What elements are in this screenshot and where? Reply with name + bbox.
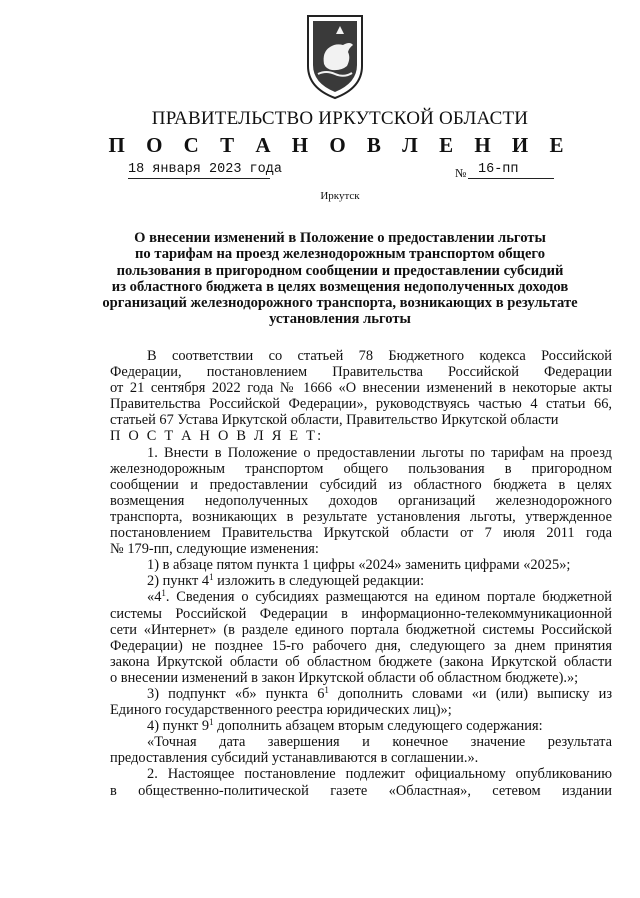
body-line: от 21 сентября 2022 года № 1666 «О внесении изменений в некоторые акты	[110, 380, 612, 397]
title-line: организаций железнодорожного транспорта, возникающих в результате	[102, 295, 578, 312]
title-line: из областного бюджета в целях возмещения недополученных доходов	[111, 278, 569, 295]
text-segment: дополнить абзацем вторым следующего содержания:	[213, 718, 543, 735]
body-line: предоставления субсидий устанавливаются в соглашении.».	[110, 750, 479, 767]
superscript: 1	[161, 588, 166, 599]
body-line: сети «Интернет» (в разделе единого портала бюджетной системы Российской	[110, 621, 612, 638]
body-line: Федерации) не позднее 15-го рабочего дня, следующего за днем принятия	[110, 637, 612, 654]
document-body	[110, 348, 612, 799]
body-line: о внесении изменений в закон Иркутской области об областном бюджете).»;	[110, 669, 579, 686]
text-segment: . Сведения о субсидиях размещаются на едином портале бюджетной	[165, 589, 612, 606]
body-line: возмещения недополученных доходов организаций железнодорожного	[110, 492, 612, 509]
document-date: 18 января 2023 года	[128, 162, 282, 177]
text-segment: 2) пункт 4	[147, 573, 210, 590]
title-line: О внесении изменений в Положение о предоставлении льготы	[134, 230, 546, 246]
document-type: П О С Т А Н О В Л Е Н И Е	[108, 133, 572, 157]
body-line: железнодорожным транспортом общего пользования в пригородном	[110, 460, 612, 477]
superscript: 1	[209, 572, 214, 583]
body-line: В соответствии со статьей 78 Бюджетного кодекса Российской	[147, 348, 612, 364]
body-line: 1) в абзаце пятом пункта 1 цифры «2024» заменить цифрами «2025»;	[147, 557, 571, 574]
body-line: 2. Настоящее постановление подлежит официальному опубликованию	[147, 766, 612, 783]
body-line	[110, 686, 612, 702]
superscript: 1	[324, 684, 329, 695]
body-line: Правительства Российской Федерации», руководствуясь частью 4 статьи 66,	[110, 396, 612, 413]
body-line: в общественно-политической газете «Областная», сетевом издании	[110, 782, 612, 799]
body-line	[110, 718, 612, 734]
coat-of-arms-icon	[306, 14, 364, 100]
document-title	[100, 230, 580, 328]
text-segment: изложить в следующей редакции:	[213, 573, 425, 590]
text-segment: дополнить словами «и (или) выписку из	[328, 685, 612, 702]
body-line: сообщении и предоставлении субсидий из областного бюджета в целях	[110, 476, 612, 493]
title-line: по тарифам на проезд железнодорожным транспортом общего	[135, 246, 545, 263]
body-line: 1. Внести в Положение о предоставлении льготы по тарифам на проезд	[147, 444, 612, 461]
document-number: 16-пп	[468, 162, 554, 179]
body-line: системы Российской Федерации в информационно-телекоммуникационной	[110, 605, 612, 622]
body-line	[110, 573, 612, 589]
body-line: постановлением Правительства Иркутской области от 7 июля 2011 года	[110, 525, 612, 542]
body-line	[110, 589, 612, 605]
body-line: Единого государственного реестра юридических лиц)»;	[110, 702, 452, 719]
text-segment: «4	[147, 589, 162, 606]
superscript: 1	[209, 717, 214, 728]
body-line: «Точная дата завершения и конечное значение результата	[147, 734, 612, 751]
body-line: № 179-пп, следующие изменения:	[110, 541, 319, 558]
body-line: статьей 67 Устава Иркутской области, Правительство Иркутской области	[110, 412, 559, 429]
government-name: ПРАВИТЕЛЬСТВО ИРКУТСКОЙ ОБЛАСТИ	[151, 108, 529, 129]
number-label: №	[455, 166, 467, 180]
city: Иркутск	[320, 190, 360, 202]
title-line: пользования в пригородном сообщении и предоставлении субсидий	[116, 262, 564, 279]
text-segment: 3) подпункт «б» пункта 6	[147, 685, 325, 702]
body-line: закона Иркутской области об областном бюджете (закона Иркутской области	[110, 653, 612, 670]
body-line: транспорта, возникающих в результате установления льготы, утвержденное	[110, 508, 612, 525]
title-line: установления льготы	[269, 311, 411, 328]
text-segment: 4) пункт 9	[147, 718, 210, 735]
body-line: Федерации, постановлением Правительства Российской Федерации	[110, 364, 612, 381]
resolves-heading: П О С Т А Н О В Л Я Е Т:	[110, 428, 324, 445]
